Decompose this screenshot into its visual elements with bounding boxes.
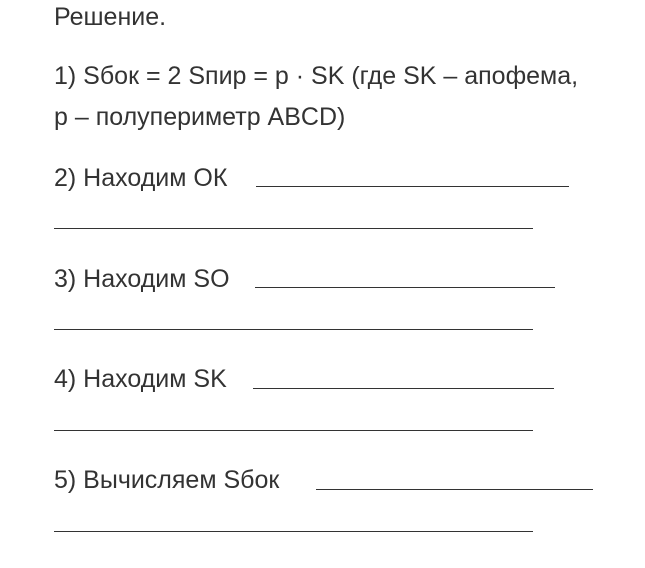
step-2-answer-line-2 xyxy=(54,228,533,229)
step-4-answer-line-2 xyxy=(54,430,533,431)
step-5-answer-line-2 xyxy=(54,531,533,532)
step-5-answer-line xyxy=(316,489,593,490)
step-4-label: 4) Находим SK xyxy=(54,365,227,393)
step-3-answer-line-2 xyxy=(54,329,533,330)
step-4-answer-line xyxy=(253,388,554,389)
step-1-line-1: 1) Sбок = 2 Sпир = p · SK (где SK – апофема, xyxy=(54,62,579,90)
step-2-label: 2) Находим ОК xyxy=(54,164,228,192)
step-2-answer-line xyxy=(256,186,569,187)
step-3-answer-line xyxy=(255,287,555,288)
step-3-label: 3) Находим SO xyxy=(54,265,230,293)
step-1-line-2: p – полупериметр ABCD) xyxy=(54,103,346,131)
heading: Решение. xyxy=(54,3,167,31)
step-5-label: 5) Вычисляем Sбок xyxy=(54,466,280,494)
